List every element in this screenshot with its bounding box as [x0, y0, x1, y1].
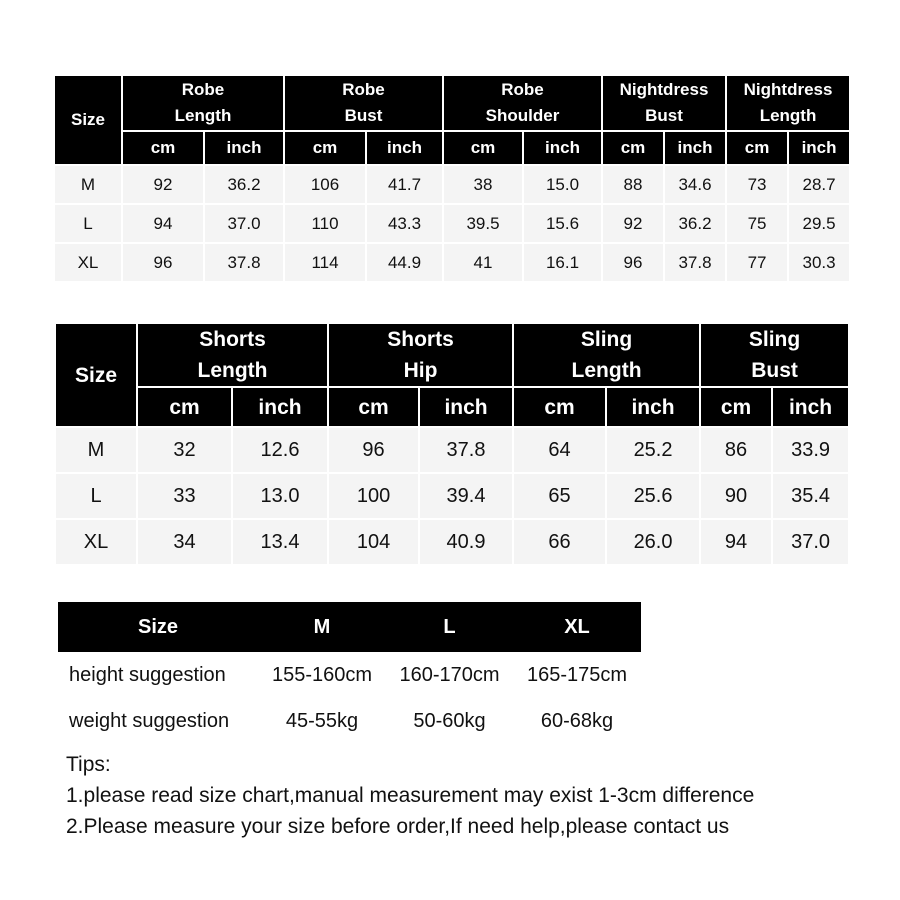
table-cell: 50-60kg	[413, 709, 486, 732]
size-m-header: M	[258, 602, 386, 652]
table-cell: 110	[285, 205, 365, 242]
table-cell: 96	[329, 428, 418, 472]
size-header: Size	[56, 324, 136, 426]
table-cell: 73	[727, 166, 787, 203]
table-row	[56, 474, 848, 518]
table-cell: 37.8	[665, 244, 725, 281]
table-cell: 36.2	[205, 166, 283, 203]
table-row	[56, 428, 848, 472]
table-cell: 96	[603, 244, 663, 281]
table-cell: 34.6	[665, 166, 725, 203]
unit-inch-header: inch	[524, 132, 601, 164]
table-cell: 155-160cm	[271, 663, 373, 686]
table-cell: 13.0	[233, 474, 327, 518]
table-row	[58, 698, 641, 744]
unit-cm-header: cm	[514, 388, 605, 426]
table-cell: 104	[329, 520, 418, 564]
robe-length-header: Robe Length	[123, 76, 283, 130]
table-row	[55, 205, 849, 242]
tips-section	[66, 749, 754, 842]
tip-line: 2.Please measure your size before order,If need help,please contact us	[66, 815, 730, 838]
unit-inch-header: inch	[205, 132, 283, 164]
table-cell: 75	[727, 205, 787, 242]
shorts-hip-header: Shorts Hip	[329, 324, 512, 386]
table-cell: 44.9	[367, 244, 442, 281]
table-cell: 12.6	[233, 428, 327, 472]
size-l-header: L	[386, 602, 513, 652]
table-cell: 43.3	[367, 205, 442, 242]
table-cell: 65	[514, 474, 605, 518]
table-cell: 37.8	[420, 428, 512, 472]
table-cell: 41.7	[367, 166, 442, 203]
table-cell: 35.4	[773, 474, 848, 518]
unit-inch-header: inch	[607, 388, 699, 426]
table-cell: 92	[603, 205, 663, 242]
table-cell: 32	[138, 428, 231, 472]
table-cell: 37.0	[205, 205, 283, 242]
table-cell: 106	[285, 166, 365, 203]
table-cell: 114	[285, 244, 365, 281]
size-cell: M	[55, 166, 121, 203]
table-cell: 100	[329, 474, 418, 518]
size-chart-robe-nightdress	[53, 74, 851, 283]
tip-line: 1.please read size chart,manual measurement may exist 1-3cm difference	[66, 784, 755, 807]
unit-inch-header: inch	[367, 132, 442, 164]
unit-cm-header: cm	[329, 388, 418, 426]
table-cell: 15.6	[524, 205, 601, 242]
tips-title: Tips:	[66, 753, 111, 776]
table-cell: 33.9	[773, 428, 848, 472]
table-cell: 94	[123, 205, 203, 242]
table-cell: 16.1	[524, 244, 601, 281]
table-cell: 34	[138, 520, 231, 564]
sling-bust-header: Sling Bust	[701, 324, 848, 386]
unit-cm-header: cm	[727, 132, 787, 164]
table-cell: 15.0	[524, 166, 601, 203]
table-cell: 30.3	[789, 244, 849, 281]
table-cell: 26.0	[607, 520, 699, 564]
size-cell: XL	[56, 520, 136, 564]
table-cell: 40.9	[420, 520, 512, 564]
unit-cm-header: cm	[444, 132, 522, 164]
table-cell: 165-175cm	[526, 663, 628, 686]
sling-length-header: Sling Length	[514, 324, 699, 386]
unit-inch-header: inch	[773, 388, 848, 426]
table-cell: 38	[444, 166, 522, 203]
unit-cm-header: cm	[603, 132, 663, 164]
unit-inch-header: inch	[665, 132, 725, 164]
table-cell: 92	[123, 166, 203, 203]
row-label: height suggestion	[69, 663, 226, 686]
size-header: Size	[55, 76, 121, 164]
table-cell: 29.5	[789, 205, 849, 242]
size-cell: XL	[55, 244, 121, 281]
table-cell: 13.4	[233, 520, 327, 564]
table-cell: 37.8	[205, 244, 283, 281]
table-cell: 160-170cm	[399, 663, 500, 686]
table-cell: 45-55kg	[285, 709, 359, 732]
table-cell: 66	[514, 520, 605, 564]
unit-cm-header: cm	[123, 132, 203, 164]
table-cell: 88	[603, 166, 663, 203]
table-cell: 94	[701, 520, 771, 564]
size-cell: L	[56, 474, 136, 518]
table-cell: 33	[138, 474, 231, 518]
size-cell: L	[55, 205, 121, 242]
table-cell: 36.2	[665, 205, 725, 242]
table-cell: 64	[514, 428, 605, 472]
table-row	[55, 244, 849, 281]
unit-cm-header: cm	[701, 388, 771, 426]
table-cell: 37.0	[773, 520, 848, 564]
unit-cm-header: cm	[285, 132, 365, 164]
size-cell: M	[56, 428, 136, 472]
nightdress-length-header: Nightdress Length	[727, 76, 849, 130]
table-cell: 96	[123, 244, 203, 281]
robe-shoulder-header: Robe Shoulder	[444, 76, 601, 130]
unit-inch-header: inch	[233, 388, 327, 426]
table-cell: 25.2	[607, 428, 699, 472]
unit-inch-header: inch	[789, 132, 849, 164]
size-chart-shorts-sling	[54, 322, 850, 566]
row-label: weight suggestion	[69, 709, 230, 732]
table-cell: 86	[701, 428, 771, 472]
table-cell: 60-68kg	[540, 709, 614, 732]
table-cell: 90	[701, 474, 771, 518]
unit-cm-header: cm	[138, 388, 231, 426]
table-row	[55, 166, 849, 203]
table-cell: 41	[444, 244, 522, 281]
table-cell: 25.6	[607, 474, 699, 518]
size-xl-header: XL	[513, 602, 641, 652]
table-cell: 77	[727, 244, 787, 281]
unit-inch-header: inch	[420, 388, 512, 426]
table-cell: 39.5	[444, 205, 522, 242]
table-cell: 39.4	[420, 474, 512, 518]
shorts-length-header: Shorts Length	[138, 324, 327, 386]
size-header: Size	[58, 602, 258, 652]
table-cell: 28.7	[789, 166, 849, 203]
table-row	[56, 520, 848, 564]
table-row	[58, 652, 641, 698]
nightdress-bust-header: Nightdress Bust	[603, 76, 725, 130]
height-weight-suggestion-table	[58, 602, 641, 744]
robe-bust-header: Robe Bust	[285, 76, 442, 130]
